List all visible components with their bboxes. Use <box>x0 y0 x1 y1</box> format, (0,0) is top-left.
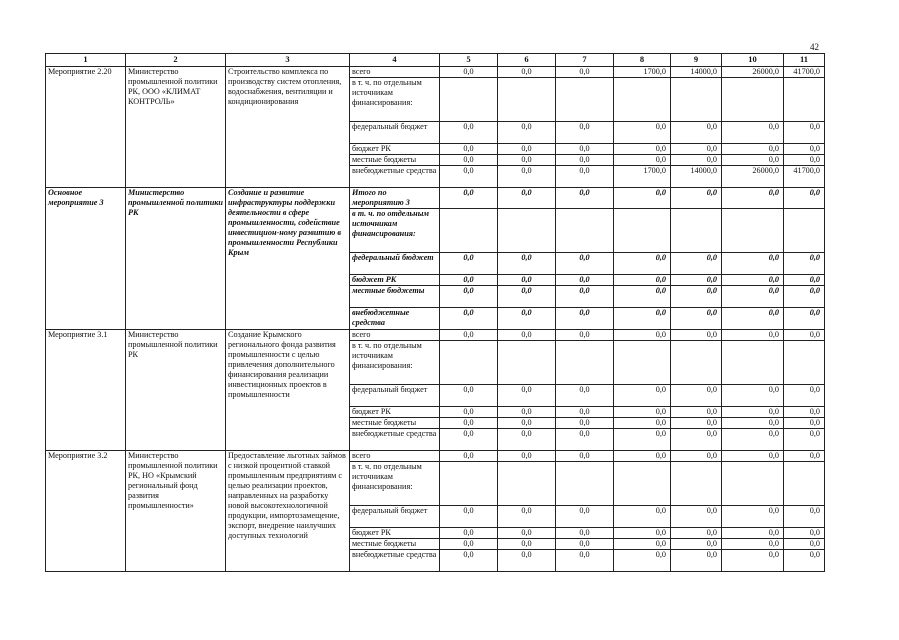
amount-cell: 0,0 <box>614 385 671 407</box>
amount-cell: 0,0 <box>784 506 825 528</box>
amount-cell <box>671 341 722 385</box>
amount-cell: 0,0 <box>440 451 498 462</box>
amount-cell: 0,0 <box>440 122 498 144</box>
amount-cell: 0,0 <box>556 67 614 78</box>
amount-cell: 0,0 <box>614 122 671 144</box>
funding-source-cell: в т. ч. по отдельным источникам финансирования: <box>350 341 440 385</box>
amount-cell: 0,0 <box>440 407 498 418</box>
amount-cell: 0,0 <box>498 418 556 429</box>
amount-cell <box>671 209 722 253</box>
amount-cell: 0,0 <box>440 308 498 330</box>
amount-cell: 0,0 <box>671 550 722 572</box>
amount-cell <box>722 341 784 385</box>
executor-cell: Министерство промышленной политики РК <box>126 188 226 330</box>
amount-cell: 0,0 <box>614 528 671 539</box>
amount-cell: 0,0 <box>784 385 825 407</box>
funding-source-cell: бюджет РК <box>350 144 440 155</box>
funding-source-cell: бюджет РК <box>350 407 440 418</box>
amount-cell <box>440 78 498 122</box>
executor-cell: Министерство промышленной политики РК, НО «Крымский региональный фонд развития промышленности» <box>126 451 226 572</box>
amount-cell: 0,0 <box>671 144 722 155</box>
amount-cell: 0,0 <box>722 418 784 429</box>
column-header: 10 <box>722 54 784 67</box>
amount-cell: 0,0 <box>498 385 556 407</box>
amount-cell: 0,0 <box>498 188 556 209</box>
financing-table <box>45 53 825 572</box>
amount-cell: 0,0 <box>722 528 784 539</box>
amount-cell: 0,0 <box>614 451 671 462</box>
table-row <box>46 330 825 341</box>
description-cell: Создание и развитие инфраструктуры поддержки деятельности в сфере промышленности, содействие инвестицион-ному развитию в промышленности Республики Крым <box>226 188 350 330</box>
amount-cell: 0,0 <box>722 275 784 286</box>
amount-cell: 0,0 <box>440 188 498 209</box>
amount-cell: 0,0 <box>498 122 556 144</box>
amount-cell <box>614 341 671 385</box>
amount-cell <box>784 462 825 506</box>
amount-cell: 0,0 <box>614 308 671 330</box>
funding-source-cell: федеральный бюджет <box>350 506 440 528</box>
amount-cell: 0,0 <box>671 429 722 451</box>
funding-source-cell: местные бюджеты <box>350 418 440 429</box>
amount-cell: 0,0 <box>498 286 556 308</box>
column-header: 3 <box>226 54 350 67</box>
measure-cell: Основное мероприятие 3 <box>46 188 126 330</box>
description-cell: Создание Крымского регионального фонда развития промышленности с целью привлечения дополнительного финансирования реализации инвестиционных проектов в промышленности <box>226 330 350 451</box>
amount-cell: 0,0 <box>671 385 722 407</box>
amount-cell: 0,0 <box>784 407 825 418</box>
amount-cell: 26000,0 <box>722 67 784 78</box>
amount-cell: 0,0 <box>440 429 498 451</box>
funding-source-cell: бюджет РК <box>350 528 440 539</box>
funding-source-cell: в т. ч. по отдельным источникам финансирования: <box>350 78 440 122</box>
funding-source-cell: всего <box>350 330 440 341</box>
amount-cell: 0,0 <box>556 451 614 462</box>
amount-cell: 0,0 <box>440 418 498 429</box>
amount-cell: 0,0 <box>671 122 722 144</box>
amount-cell: 0,0 <box>614 407 671 418</box>
amount-cell: 0,0 <box>614 429 671 451</box>
amount-cell <box>784 78 825 122</box>
funding-source-cell: внебюджетные средства <box>350 429 440 451</box>
amount-cell: 0,0 <box>440 286 498 308</box>
amount-cell: 0,0 <box>784 418 825 429</box>
amount-cell: 0,0 <box>784 188 825 209</box>
column-header: 2 <box>126 54 226 67</box>
amount-cell: 0,0 <box>671 188 722 209</box>
amount-cell <box>614 462 671 506</box>
amount-cell <box>498 341 556 385</box>
amount-cell: 0,0 <box>722 308 784 330</box>
amount-cell: 0,0 <box>722 144 784 155</box>
amount-cell: 0,0 <box>556 407 614 418</box>
amount-cell: 0,0 <box>784 275 825 286</box>
amount-cell: 0,0 <box>440 506 498 528</box>
amount-cell <box>556 209 614 253</box>
amount-cell: 0,0 <box>784 122 825 144</box>
amount-cell: 0,0 <box>784 286 825 308</box>
table-row <box>46 67 825 78</box>
description-cell: Строительство комплекса по производству систем отопления, водоснабжения, вентиляции и кондиционирования <box>226 67 350 188</box>
amount-cell: 0,0 <box>556 429 614 451</box>
amount-cell: 0,0 <box>722 539 784 550</box>
amount-cell <box>498 462 556 506</box>
amount-cell: 0,0 <box>784 330 825 341</box>
amount-cell <box>614 78 671 122</box>
amount-cell: 0,0 <box>671 275 722 286</box>
amount-cell: 0,0 <box>722 330 784 341</box>
amount-cell: 0,0 <box>722 550 784 572</box>
amount-cell: 0,0 <box>671 253 722 275</box>
column-header: 9 <box>671 54 722 67</box>
amount-cell: 0,0 <box>784 155 825 166</box>
amount-cell <box>556 341 614 385</box>
measure-cell: Мероприятие 3.1 <box>46 330 126 451</box>
amount-cell: 0,0 <box>440 144 498 155</box>
funding-source-cell: федеральный бюджет <box>350 253 440 275</box>
amount-cell: 1700,0 <box>614 166 671 188</box>
amount-cell: 0,0 <box>556 188 614 209</box>
amount-cell: 0,0 <box>614 330 671 341</box>
amount-cell <box>556 462 614 506</box>
column-header: 5 <box>440 54 498 67</box>
amount-cell: 0,0 <box>784 539 825 550</box>
amount-cell: 0,0 <box>440 539 498 550</box>
amount-cell <box>722 78 784 122</box>
amount-cell: 0,0 <box>784 451 825 462</box>
amount-cell <box>722 462 784 506</box>
funding-source-cell: бюджет РК <box>350 275 440 286</box>
funding-source-cell: в т. ч. по отдельным источникам финансирования: <box>350 209 440 253</box>
amount-cell: 0,0 <box>722 286 784 308</box>
amount-cell: 0,0 <box>440 155 498 166</box>
amount-cell: 0,0 <box>440 67 498 78</box>
amount-cell: 0,0 <box>671 330 722 341</box>
column-header: 4 <box>350 54 440 67</box>
amount-cell: 0,0 <box>440 528 498 539</box>
description-cell: Предоставление льготных займов с низкой процентной ставкой промышленным предприятиям с целью реализации проектов, направленных на разработку новой высокотехнологичной продукции, импортозамещение, экспорт, внедрение наилучших доступных технологий <box>226 451 350 572</box>
amount-cell: 0,0 <box>722 407 784 418</box>
funding-source-cell: внебюджетные средства <box>350 166 440 188</box>
amount-cell: 0,0 <box>614 539 671 550</box>
column-header: 1 <box>46 54 126 67</box>
amount-cell: 0,0 <box>614 275 671 286</box>
amount-cell: 0,0 <box>671 451 722 462</box>
amount-cell: 0,0 <box>440 550 498 572</box>
amount-cell: 0,0 <box>671 539 722 550</box>
column-header: 7 <box>556 54 614 67</box>
funding-source-cell: всего <box>350 67 440 78</box>
amount-cell <box>784 209 825 253</box>
amount-cell: 0,0 <box>722 253 784 275</box>
amount-cell: 0,0 <box>498 429 556 451</box>
executor-cell: Министерство промышленной политики РК <box>126 330 226 451</box>
amount-cell <box>784 341 825 385</box>
amount-cell: 0,0 <box>556 253 614 275</box>
amount-cell: 0,0 <box>498 330 556 341</box>
funding-source-cell: местные бюджеты <box>350 155 440 166</box>
funding-source-cell: местные бюджеты <box>350 539 440 550</box>
amount-cell <box>722 209 784 253</box>
amount-cell: 0,0 <box>556 308 614 330</box>
amount-cell: 0,0 <box>614 253 671 275</box>
amount-cell: 0,0 <box>498 539 556 550</box>
table-row <box>46 188 825 209</box>
amount-cell: 14000,0 <box>671 67 722 78</box>
amount-cell: 0,0 <box>784 528 825 539</box>
amount-cell: 0,0 <box>722 451 784 462</box>
amount-cell: 0,0 <box>556 286 614 308</box>
page-number: 42 <box>810 42 819 52</box>
funding-source-cell: местные бюджеты <box>350 286 440 308</box>
amount-cell: 0,0 <box>614 418 671 429</box>
amount-cell: 0,0 <box>440 330 498 341</box>
amount-cell: 0,0 <box>614 506 671 528</box>
amount-cell: 0,0 <box>498 308 556 330</box>
amount-cell <box>498 78 556 122</box>
executor-cell: Министерство промышленной политики РК, ООО «КЛИМАТ КОНТРОЛЬ» <box>126 67 226 188</box>
amount-cell: 0,0 <box>556 528 614 539</box>
column-header: 11 <box>784 54 825 67</box>
amount-cell: 0,0 <box>440 253 498 275</box>
amount-cell: 0,0 <box>671 286 722 308</box>
amount-cell <box>556 78 614 122</box>
amount-cell: 0,0 <box>556 122 614 144</box>
amount-cell: 0,0 <box>722 122 784 144</box>
funding-source-cell: федеральный бюджет <box>350 385 440 407</box>
header-row <box>46 54 825 67</box>
amount-cell <box>440 341 498 385</box>
amount-cell: 0,0 <box>614 188 671 209</box>
amount-cell: 0,0 <box>498 144 556 155</box>
amount-cell: 0,0 <box>498 275 556 286</box>
amount-cell: 0,0 <box>722 385 784 407</box>
amount-cell: 0,0 <box>498 67 556 78</box>
amount-cell <box>614 209 671 253</box>
amount-cell: 0,0 <box>556 550 614 572</box>
amount-cell: 0,0 <box>614 286 671 308</box>
column-header: 8 <box>614 54 671 67</box>
amount-cell: 0,0 <box>556 506 614 528</box>
amount-cell: 0,0 <box>671 155 722 166</box>
amount-cell: 0,0 <box>440 275 498 286</box>
amount-cell: 0,0 <box>722 188 784 209</box>
amount-cell: 0,0 <box>556 155 614 166</box>
amount-cell: 0,0 <box>498 155 556 166</box>
amount-cell: 0,0 <box>784 144 825 155</box>
amount-cell: 0,0 <box>556 539 614 550</box>
amount-cell: 0,0 <box>556 144 614 155</box>
amount-cell: 0,0 <box>556 330 614 341</box>
amount-cell: 0,0 <box>556 275 614 286</box>
measure-cell: Мероприятие 3.2 <box>46 451 126 572</box>
amount-cell: 0,0 <box>784 253 825 275</box>
amount-cell: 0,0 <box>498 253 556 275</box>
amount-cell: 1700,0 <box>614 67 671 78</box>
amount-cell: 0,0 <box>556 418 614 429</box>
table-row <box>46 451 825 462</box>
amount-cell <box>440 209 498 253</box>
amount-cell <box>440 462 498 506</box>
amount-cell: 0,0 <box>440 385 498 407</box>
amount-cell: 0,0 <box>614 155 671 166</box>
amount-cell: 0,0 <box>498 166 556 188</box>
amount-cell: 0,0 <box>784 429 825 451</box>
amount-cell: 14000,0 <box>671 166 722 188</box>
amount-cell <box>671 78 722 122</box>
amount-cell <box>498 209 556 253</box>
amount-cell: 0,0 <box>722 429 784 451</box>
amount-cell: 0,0 <box>440 166 498 188</box>
amount-cell: 0,0 <box>671 506 722 528</box>
funding-source-cell: Итого по мероприятию 3 <box>350 188 440 209</box>
amount-cell: 0,0 <box>671 418 722 429</box>
amount-cell: 0,0 <box>498 407 556 418</box>
amount-cell: 0,0 <box>784 550 825 572</box>
column-header: 6 <box>498 54 556 67</box>
funding-source-cell: в т. ч. по отдельным источникам финансирования: <box>350 462 440 506</box>
amount-cell: 41700,0 <box>784 166 825 188</box>
amount-cell: 0,0 <box>614 550 671 572</box>
amount-cell: 0,0 <box>722 506 784 528</box>
amount-cell: 0,0 <box>671 528 722 539</box>
amount-cell: 0,0 <box>498 506 556 528</box>
amount-cell: 0,0 <box>556 166 614 188</box>
amount-cell: 0,0 <box>498 451 556 462</box>
amount-cell: 0,0 <box>556 385 614 407</box>
amount-cell: 0,0 <box>498 528 556 539</box>
amount-cell: 0,0 <box>722 155 784 166</box>
funding-source-cell: федеральный бюджет <box>350 122 440 144</box>
funding-source-cell: всего <box>350 451 440 462</box>
amount-cell: 0,0 <box>614 144 671 155</box>
amount-cell: 0,0 <box>671 407 722 418</box>
amount-cell <box>671 462 722 506</box>
amount-cell: 0,0 <box>671 308 722 330</box>
measure-cell: Мероприятие 2.20 <box>46 67 126 188</box>
funding-source-cell: внебюджетные средства <box>350 550 440 572</box>
amount-cell: 0,0 <box>784 308 825 330</box>
funding-source-cell: внебюджетные средства <box>350 308 440 330</box>
amount-cell: 41700,0 <box>784 67 825 78</box>
amount-cell: 26000,0 <box>722 166 784 188</box>
amount-cell: 0,0 <box>498 550 556 572</box>
